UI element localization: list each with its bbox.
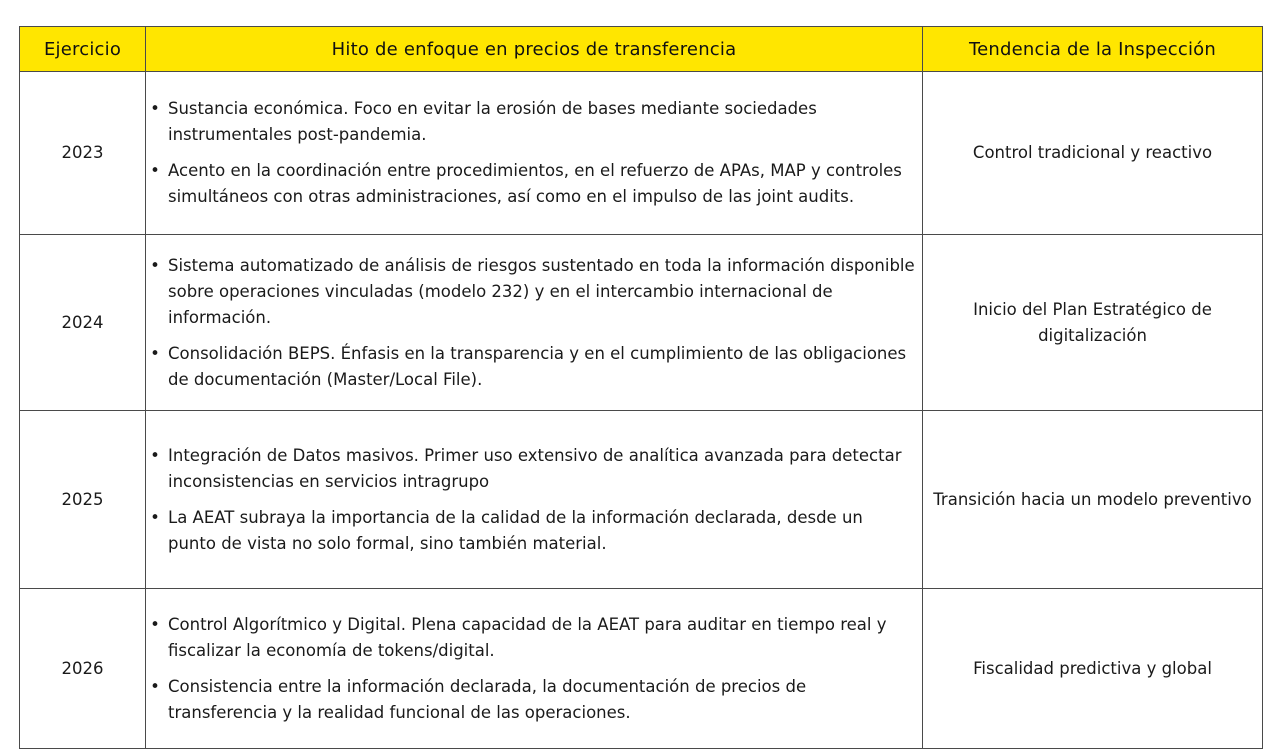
list-item <box>150 158 916 210</box>
list-item <box>150 612 916 664</box>
milestone-cell <box>146 589 923 749</box>
table-header <box>20 27 1263 72</box>
milestone-list <box>150 612 916 726</box>
list-item-text: La AEAT subraya la importancia de la calidad de la información declarada, desde un punto de vista no solo formal, sino también material. <box>168 507 863 553</box>
list-item <box>150 674 916 726</box>
trend-cell: Transición hacia un modelo preventivo <box>923 411 1263 589</box>
bullet-icon: • <box>150 255 160 275</box>
list-item <box>150 253 916 331</box>
year-cell: 2024 <box>20 235 146 411</box>
header-hito: Hito de enfoque en precios de transferencia <box>146 27 923 72</box>
milestone-list <box>150 253 916 393</box>
table-row <box>20 589 1263 749</box>
milestone-list <box>150 96 916 210</box>
list-item-text: Control Algorítmico y Digital. Plena capacidad de la AEAT para auditar en tiempo real y fiscalizar la economía de tokens/digital. <box>168 614 887 660</box>
year-cell: 2026 <box>20 589 146 749</box>
milestone-cell <box>146 411 923 589</box>
bullet-icon: • <box>150 445 160 465</box>
header-ejercicio: Ejercicio <box>20 27 146 72</box>
trend-cell: Control tradicional y reactivo <box>923 72 1263 235</box>
list-item-text: Consolidación BEPS. Énfasis en la transparencia y en el cumplimiento de las obligaciones de documentación (Master/Local File). <box>168 343 907 389</box>
list-item-text: Integración de Datos masivos. Primer uso extensivo de analítica avanzada para detectar inconsistencias en servicios intragrupo <box>168 445 902 491</box>
list-item-text: Sustancia económica. Foco en evitar la erosión de bases mediante sociedades instrumentales post-pandemia. <box>168 99 817 144</box>
bullet-icon: • <box>150 99 160 118</box>
list-item <box>150 341 916 393</box>
bullet-icon: • <box>150 676 160 696</box>
header-row <box>20 27 1263 72</box>
list-item <box>150 96 916 148</box>
table-row <box>20 72 1263 235</box>
list-item <box>150 443 916 495</box>
year-cell: 2025 <box>20 411 146 589</box>
trend-cell: Inicio del Plan Estratégico de digitalización <box>923 235 1263 411</box>
bullet-icon: • <box>150 343 160 363</box>
header-tendencia: Tendencia de la Inspección <box>923 27 1263 72</box>
trend-cell: Fiscalidad predictiva y global <box>923 589 1263 749</box>
table-body <box>20 72 1263 749</box>
milestone-list <box>150 443 916 557</box>
milestone-cell <box>146 235 923 411</box>
table-row <box>20 235 1263 411</box>
bullet-icon: • <box>150 507 160 527</box>
list-item-text: Acento en la coordinación entre procedimientos, en el refuerzo de APAs, MAP y controles simultáneos con otras administraciones, así como en el impulso de las joint audits. <box>168 161 902 206</box>
bullet-icon: • <box>150 161 160 180</box>
transfer-pricing-table <box>19 26 1263 749</box>
list-item-text: Sistema automatizado de análisis de riesgos sustentado en toda la información disponible sobre operaciones vinculadas (modelo 232) y en el intercambio internacional de información. <box>168 255 915 327</box>
list-item-text: Consistencia entre la información declarada, la documentación de precios de transferencia y la realidad funcional de las operaciones. <box>168 676 807 722</box>
year-cell: 2023 <box>20 72 146 235</box>
milestone-cell <box>146 72 923 235</box>
table-row <box>20 411 1263 589</box>
list-item <box>150 505 916 557</box>
bullet-icon: • <box>150 614 160 634</box>
